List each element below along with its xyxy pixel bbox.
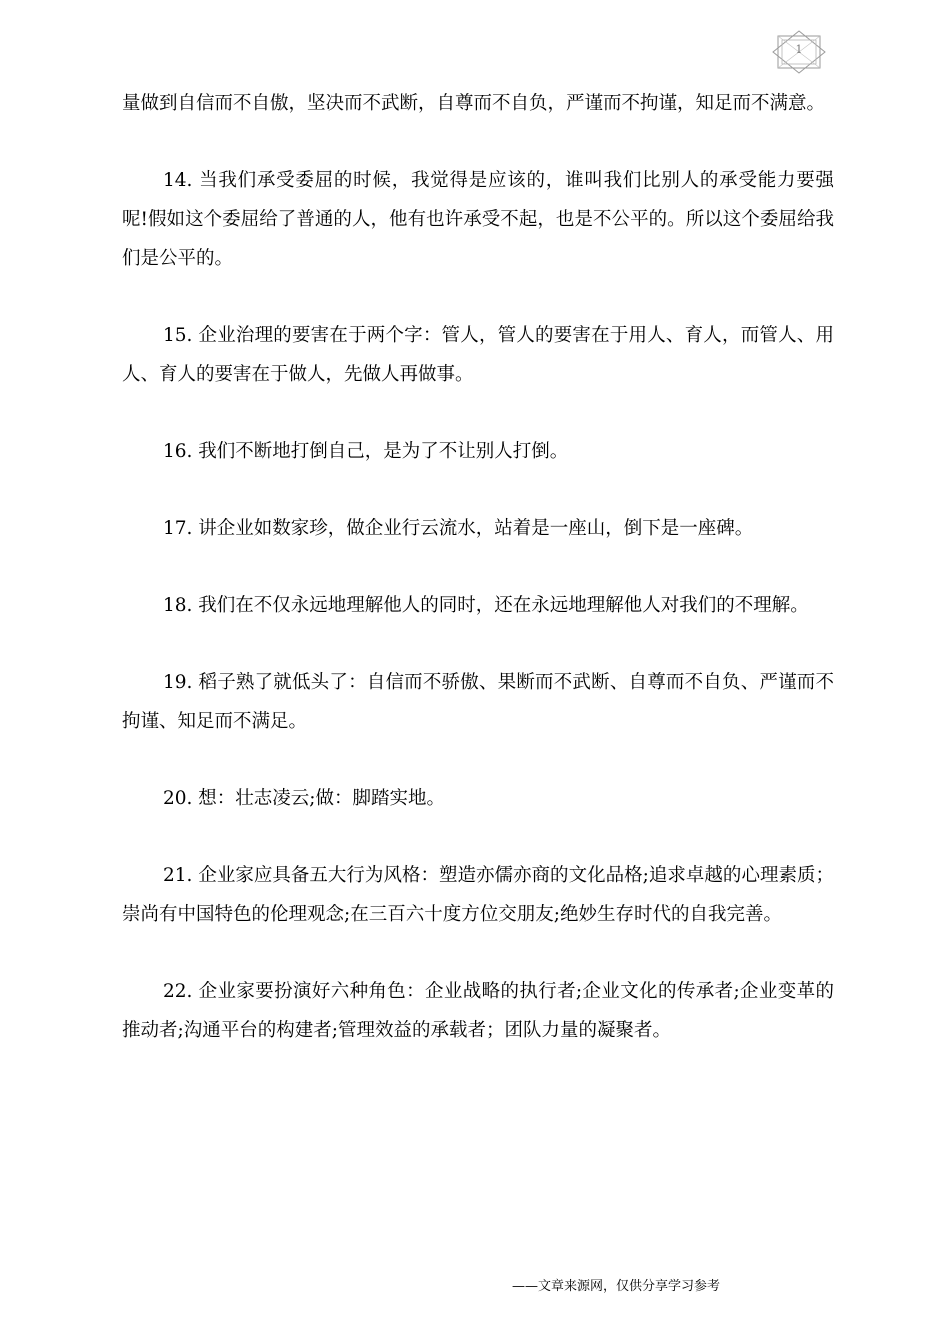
paragraph-20: 20. 想：壮志凌云;做：脚踏实地。: [163, 788, 446, 809]
paragraph-19: 19. 稻子熟了就低头了：自信而不骄傲、果断而不武断、自尊而不自负、严谨而不拘谨、知足而不满足。: [122, 672, 834, 732]
page-number: 1: [795, 43, 803, 56]
document-body: [122, 84, 834, 1088]
paragraph-17: 17. 讲企业如数家珍，做企业行云流水，站着是一座山，倒下是一座碑。: [163, 518, 754, 539]
source-footer: ——文章来源网，仅供分享学习参考: [512, 1279, 721, 1294]
paragraph-14: 14. 当我们承受委屈的时候，我觉得是应该的，谁叫我们比别人的承受能力要强呢!假如这个委屈给了普通的人，他有也许承受不起，也是不公平的。所以这个委屈给我们是公平的。: [122, 170, 834, 269]
paragraph-22: 22. 企业家要扮演好六种角色：企业战略的执行者;企业文化的传承者;企业变革的推动者;沟通平台的构建者;管理效益的承载者；团队力量的凝聚者。: [122, 981, 834, 1041]
paragraph-18: 18. 我们在不仅永远地理解他人的同时，还在永远地理解他人对我们的不理解。: [163, 595, 809, 616]
paragraph-16: 16. 我们不断地打倒自己，是为了不让别人打倒。: [163, 441, 569, 462]
paragraph-21: 21. 企业家应具备五大行为风格：塑造亦儒亦商的文化品格;追求卓越的心理素质；崇尚有中国特色的伦理观念;在三百六十度方位交朋友;绝妙生存时代的自我完善。: [122, 865, 834, 925]
paragraph-13-continuation: 量做到自信而不自傲，坚决而不武断，自尊而不自负，严谨而不拘谨，知足而不满意。: [122, 93, 826, 114]
page-number-badge: [772, 30, 826, 74]
paragraph-15: 15. 企业治理的要害在于两个字：管人，管人的要害在于用人、育人，而管人、用人、育人的要害在于做人，先做人再做事。: [122, 325, 834, 385]
